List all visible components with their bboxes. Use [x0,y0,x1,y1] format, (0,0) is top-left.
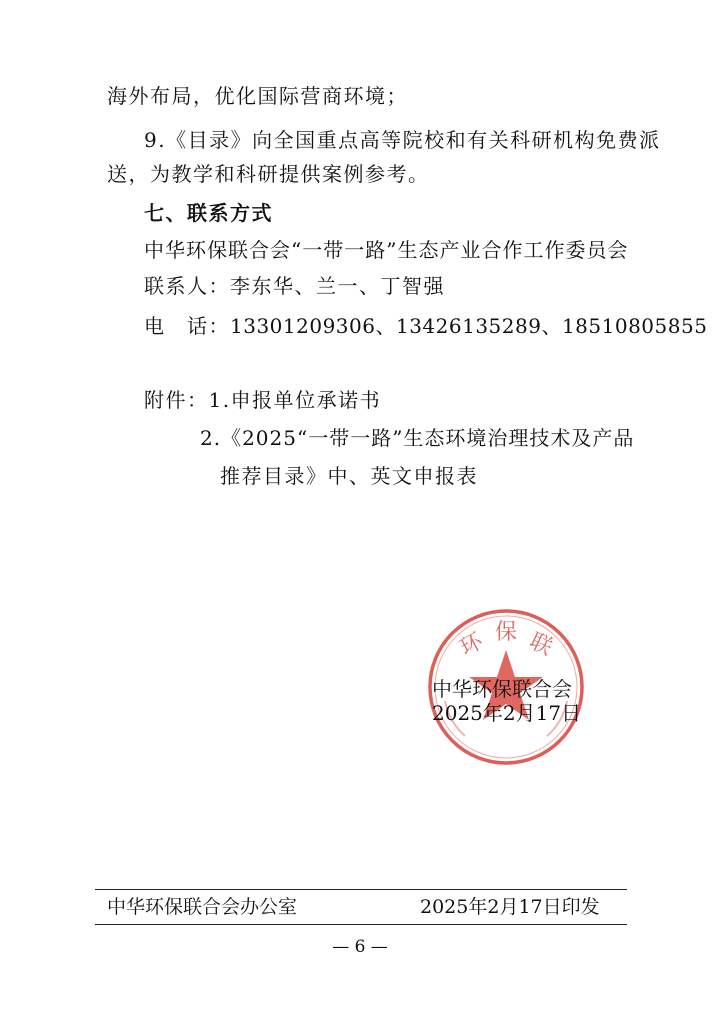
footer-print-date: 2025年2月17日印发 [420,896,600,918]
item-9-line-1: 9.《目录》向全国重点高等院校和有关科研机构免费派 [144,128,661,152]
attachments-label: 附件： [144,388,209,412]
contact-organization: 中华环保联合会“一带一路”生态产业合作工作委员会 [144,238,629,262]
attachment-item-2-line-2: 推荐目录》中、英文申报表 [220,464,478,488]
svg-text:环: 环 [456,628,488,662]
phone-numbers: 13301209306、13426135289、18510805855 [230,314,708,338]
page-number: — 6 — [332,937,388,957]
contact-person: 联系人：李东华、兰一、丁智强 [144,274,445,298]
attachment-item-2-line-1: 2.《2025“一带一路”生态环境治理技术及产品 [200,426,635,450]
svg-text:联: 联 [525,628,556,661]
signature-organization: 中华环保联合会 [432,677,572,701]
contact-phone [144,312,707,340]
phone-label: 电 话： [144,314,230,338]
attachment-item-1: 1.申报单位承诺书 [208,388,382,412]
signature-date: 2025年2月17日 [432,701,582,725]
attachments-first-line [144,386,381,414]
footer-top-rule [95,889,627,890]
body-line-1: 海外布局，优化国际营商环境； [107,84,408,108]
item-9-line-2: 送，为教学和科研提供案例参考。 [107,162,430,186]
section-heading-contact: 七、联系方式 [144,201,273,225]
svg-text:保: 保 [495,620,518,645]
footer-bottom-rule [95,924,627,925]
footer-issuer: 中华环保联合会办公室 [107,896,298,918]
